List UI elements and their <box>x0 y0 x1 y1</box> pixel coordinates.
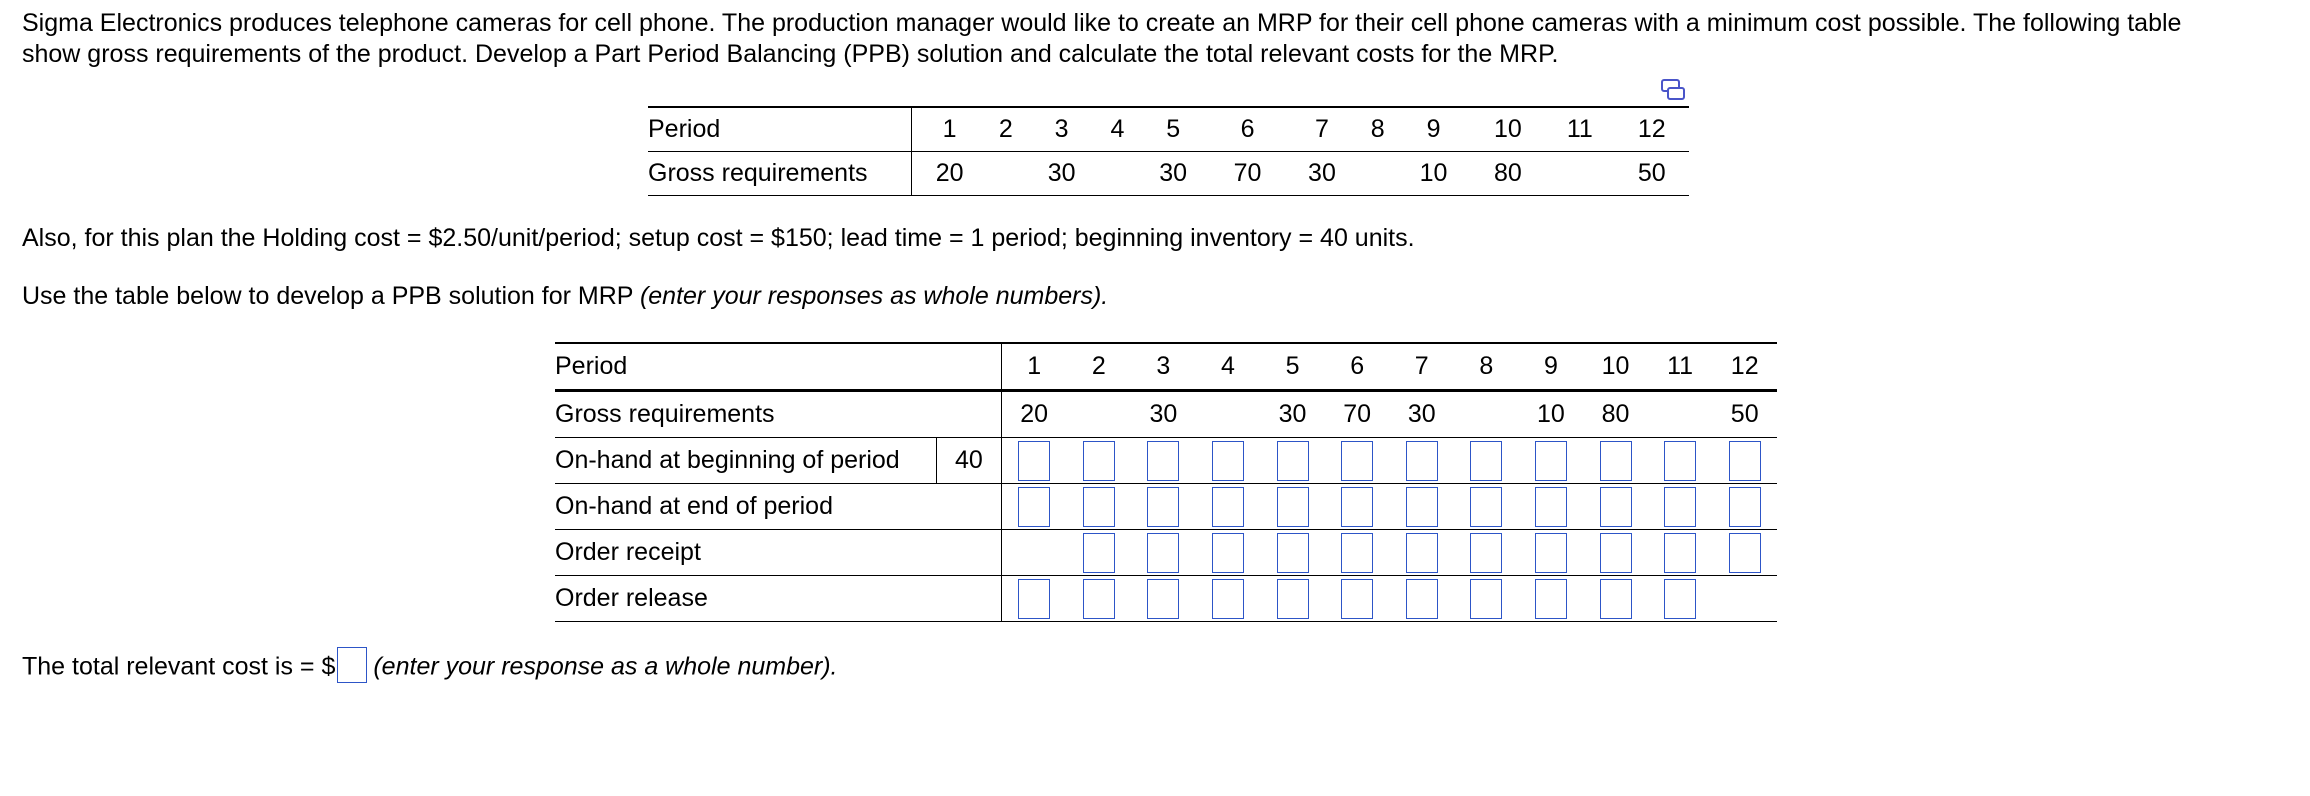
onhand-begin-cell-3 <box>1131 438 1196 484</box>
onhand-begin-cell-9 <box>1519 438 1584 484</box>
table1-gross-7: 30 <box>1285 152 1359 196</box>
table1-gross-9: 10 <box>1396 152 1470 196</box>
table1-gross-label: Gross requirements <box>648 152 912 196</box>
onhand-end-input-12[interactable] <box>1729 487 1761 527</box>
order-receipt-cell-8 <box>1454 530 1519 576</box>
onhand-begin-input-12[interactable] <box>1729 441 1761 481</box>
table1-gross-5: 30 <box>1136 152 1210 196</box>
table1-period-7: 7 <box>1285 107 1359 152</box>
table1-gross-4 <box>1099 152 1136 196</box>
table1-gross-11 <box>1545 152 1614 196</box>
table2-gross-beg-cell <box>936 391 1001 438</box>
table1-period-9: 9 <box>1396 107 1470 152</box>
table1-period-11: 11 <box>1545 107 1614 152</box>
table1-period-6: 6 <box>1210 107 1284 152</box>
onhand-begin-input-1[interactable] <box>1018 441 1050 481</box>
onhand-end-input-7[interactable] <box>1406 487 1438 527</box>
onhand-end-input-6[interactable] <box>1341 487 1373 527</box>
table2-gross-10: 80 <box>1583 391 1648 438</box>
instruction-text: Use the table below to develop a PPB solution for MRP <box>22 282 640 310</box>
table2-gross-row <box>555 391 1777 438</box>
order-receipt-cell-3 <box>1131 530 1196 576</box>
order-release-cell-5 <box>1260 576 1325 622</box>
order-receipt-cell-5 <box>1260 530 1325 576</box>
order-receipt-input-2[interactable] <box>1083 533 1115 573</box>
order-receipt-cell-2 <box>1066 530 1131 576</box>
order-receipt-beg-cell <box>936 530 1001 576</box>
onhand-begin-input-9[interactable] <box>1535 441 1567 481</box>
order-receipt-input-4[interactable] <box>1212 533 1244 573</box>
table1-gross-12: 50 <box>1615 152 1689 196</box>
order-release-input-5[interactable] <box>1277 579 1309 619</box>
order-release-cell-12 <box>1712 576 1777 622</box>
order-receipt-input-11[interactable] <box>1664 533 1696 573</box>
table2-period-5: 5 <box>1260 343 1325 391</box>
table2-gross-6: 70 <box>1325 391 1390 438</box>
table2-gross-1: 20 <box>1001 391 1066 438</box>
onhand-end-input-2[interactable] <box>1083 487 1115 527</box>
table1-period-row <box>648 107 1689 152</box>
table2-gross-8 <box>1454 391 1519 438</box>
order-release-cell-1 <box>1001 576 1066 622</box>
total-cost-input[interactable] <box>337 647 367 683</box>
total-cost-prefix: The total relevant cost is = $ <box>22 652 336 681</box>
onhand-end-beg-cell <box>936 484 1001 530</box>
order-receipt-cell-6 <box>1325 530 1390 576</box>
order-release-cell-8 <box>1454 576 1519 622</box>
onhand-begin-input-7[interactable] <box>1406 441 1438 481</box>
onhand-begin-cell-12 <box>1712 438 1777 484</box>
order-receipt-input-12[interactable] <box>1729 533 1761 573</box>
table1-period-2: 2 <box>987 107 1024 152</box>
order-receipt-cell-11 <box>1648 530 1713 576</box>
onhand-end-input-10[interactable] <box>1600 487 1632 527</box>
table1-period-1: 1 <box>912 107 988 152</box>
table2-gross-5: 30 <box>1260 391 1325 438</box>
order-release-input-3[interactable] <box>1147 579 1179 619</box>
order-receipt-input-5[interactable] <box>1277 533 1309 573</box>
table2-period-4: 4 <box>1196 343 1261 391</box>
order-release-input-8[interactable] <box>1470 579 1502 619</box>
onhand-end-input-9[interactable] <box>1535 487 1567 527</box>
order-receipt-input-8[interactable] <box>1470 533 1502 573</box>
table2-period-row <box>555 343 1777 391</box>
table2-gross-4 <box>1196 391 1261 438</box>
copy-icon[interactable] <box>1660 78 1686 102</box>
table2-period-11: 11 <box>1648 343 1713 391</box>
onhand-begin-cell-11 <box>1648 438 1713 484</box>
onhand-begin-cell-10 <box>1583 438 1648 484</box>
order-release-cell-9 <box>1519 576 1584 622</box>
table2-period-7: 7 <box>1389 343 1454 391</box>
table2-period-9: 9 <box>1519 343 1584 391</box>
order-release-input-9[interactable] <box>1535 579 1567 619</box>
order-receipt-input-3[interactable] <box>1147 533 1179 573</box>
onhand-begin-input-8[interactable] <box>1470 441 1502 481</box>
onhand-begin-cell-5 <box>1260 438 1325 484</box>
onhand-begin-cell-2 <box>1066 438 1131 484</box>
instruction-note: (enter your responses as whole numbers). <box>639 282 1109 310</box>
onhand-begin-cell-6 <box>1325 438 1390 484</box>
order-release-beg-cell <box>936 576 1001 622</box>
table2-period-8: 8 <box>1454 343 1519 391</box>
order-release-input-7[interactable] <box>1406 579 1438 619</box>
problem-statement <box>22 8 2181 70</box>
table2-order-receipt-row <box>555 530 1777 576</box>
order-receipt-cell-4 <box>1196 530 1261 576</box>
costs-line: Also, for this plan the Holding cost = $2.50/unit/period; setup cost = $150; lead time = 1 period; beginning inventory = 40 units. <box>22 224 1415 252</box>
order-release-cell-11 <box>1648 576 1713 622</box>
onhand-end-input-11[interactable] <box>1664 487 1696 527</box>
onhand-end-cell-11 <box>1648 484 1713 530</box>
table2-onhand-end-row <box>555 484 1777 530</box>
order-receipt-input-9[interactable] <box>1535 533 1567 573</box>
order-release-cell-10 <box>1583 576 1648 622</box>
onhand-begin-input-5[interactable] <box>1277 441 1309 481</box>
onhand-begin-input-6[interactable] <box>1341 441 1373 481</box>
table2-order-release-row <box>555 576 1777 622</box>
order-release-cell-6 <box>1325 576 1390 622</box>
problem-statement-line-1: Sigma Electronics produces telephone cameras for cell phone. The production manager would like to create an MRP for their cell phone cameras with a minimum cost possible. The following table <box>22 9 2182 37</box>
onhand-end-cell-12 <box>1712 484 1777 530</box>
onhand-end-cell-10 <box>1583 484 1648 530</box>
table2-period-1: 1 <box>1001 343 1066 391</box>
problem-statement-line-2: show gross requirements of the product. Develop a Part Period Balancing (PPB) solution and calculate the total relevant costs for the MRP. <box>22 40 1559 68</box>
onhand-begin-cell-1 <box>1001 438 1066 484</box>
order-release-input-6[interactable] <box>1341 579 1373 619</box>
order-receipt-cell-12 <box>1712 530 1777 576</box>
order-receipt-input-6[interactable] <box>1341 533 1373 573</box>
onhand-end-cell-4 <box>1196 484 1261 530</box>
table1-gross-1: 20 <box>912 152 988 196</box>
order-receipt-cell-9 <box>1519 530 1584 576</box>
gross-requirements-table <box>648 106 1689 196</box>
order-release-input-1[interactable] <box>1018 579 1050 619</box>
order-release-label: Order release <box>555 576 936 622</box>
order-receipt-cell-1 <box>1001 530 1066 576</box>
table2-gross-3: 30 <box>1131 391 1196 438</box>
table2-gross-11 <box>1648 391 1713 438</box>
onhand-begin-label: On-hand at beginning of period <box>555 438 936 484</box>
table2-period-10: 10 <box>1583 343 1648 391</box>
order-receipt-input-10[interactable] <box>1600 533 1632 573</box>
onhand-begin-input-10[interactable] <box>1600 441 1632 481</box>
table1-gross-2 <box>987 152 1024 196</box>
order-receipt-cell-7 <box>1389 530 1454 576</box>
onhand-end-cell-3 <box>1131 484 1196 530</box>
order-release-cell-2 <box>1066 576 1131 622</box>
table1-gross-row <box>648 152 1689 196</box>
table1-period-4: 4 <box>1099 107 1136 152</box>
table2-gross-9: 10 <box>1519 391 1584 438</box>
table1-period-8: 8 <box>1359 107 1396 152</box>
table1-gross-10: 80 <box>1471 152 1545 196</box>
table1-period-10: 10 <box>1471 107 1545 152</box>
onhand-end-cell-2 <box>1066 484 1131 530</box>
order-receipt-input-7[interactable] <box>1406 533 1438 573</box>
table2-period-6: 6 <box>1325 343 1390 391</box>
onhand-end-cell-1 <box>1001 484 1066 530</box>
table2-onhand-begin-row <box>555 438 1777 484</box>
onhand-begin-input-3[interactable] <box>1147 441 1179 481</box>
table1-period-12: 12 <box>1615 107 1689 152</box>
table2-gross-12: 50 <box>1712 391 1777 438</box>
order-release-input-10[interactable] <box>1600 579 1632 619</box>
table2-gross-2 <box>1066 391 1131 438</box>
onhand-end-input-8[interactable] <box>1470 487 1502 527</box>
onhand-end-input-5[interactable] <box>1277 487 1309 527</box>
onhand-begin-cell-4 <box>1196 438 1261 484</box>
order-release-cell-3 <box>1131 576 1196 622</box>
table1-period-label: Period <box>648 107 912 152</box>
table1-gross-6: 70 <box>1210 152 1284 196</box>
total-cost-note: (enter your response as a whole number). <box>373 652 838 681</box>
table1-gross-3: 30 <box>1024 152 1098 196</box>
beginning-inventory-value: 40 <box>936 438 1001 484</box>
table1-period-3: 3 <box>1024 107 1098 152</box>
order-receipt-label: Order receipt <box>555 530 936 576</box>
onhand-end-cell-9 <box>1519 484 1584 530</box>
order-release-input-4[interactable] <box>1212 579 1244 619</box>
onhand-end-input-1[interactable] <box>1018 487 1050 527</box>
total-cost-line <box>22 650 837 686</box>
onhand-end-label: On-hand at end of period <box>555 484 936 530</box>
onhand-end-cell-7 <box>1389 484 1454 530</box>
onhand-begin-cell-7 <box>1389 438 1454 484</box>
table2-period-beg-cell <box>936 343 1001 391</box>
table2-period-label: Period <box>555 343 936 391</box>
instruction-line <box>22 281 1108 312</box>
onhand-end-cell-8 <box>1454 484 1519 530</box>
onhand-end-input-4[interactable] <box>1212 487 1244 527</box>
order-release-input-2[interactable] <box>1083 579 1115 619</box>
table1-period-5: 5 <box>1136 107 1210 152</box>
table2-period-12: 12 <box>1712 343 1777 391</box>
onhand-end-cell-5 <box>1260 484 1325 530</box>
table2-gross-label: Gross requirements <box>555 391 936 438</box>
onhand-begin-cell-8 <box>1454 438 1519 484</box>
table1-gross-8 <box>1359 152 1396 196</box>
order-release-cell-4 <box>1196 576 1261 622</box>
onhand-begin-input-11[interactable] <box>1664 441 1696 481</box>
mrp-table <box>555 342 1777 622</box>
table2-gross-7: 30 <box>1389 391 1454 438</box>
table2-period-3: 3 <box>1131 343 1196 391</box>
onhand-end-cell-6 <box>1325 484 1390 530</box>
onhand-end-input-3[interactable] <box>1147 487 1179 527</box>
table2-period-2: 2 <box>1066 343 1131 391</box>
onhand-begin-input-4[interactable] <box>1212 441 1244 481</box>
order-release-input-11[interactable] <box>1664 579 1696 619</box>
order-receipt-cell-10 <box>1583 530 1648 576</box>
onhand-begin-input-2[interactable] <box>1083 441 1115 481</box>
order-release-cell-7 <box>1389 576 1454 622</box>
